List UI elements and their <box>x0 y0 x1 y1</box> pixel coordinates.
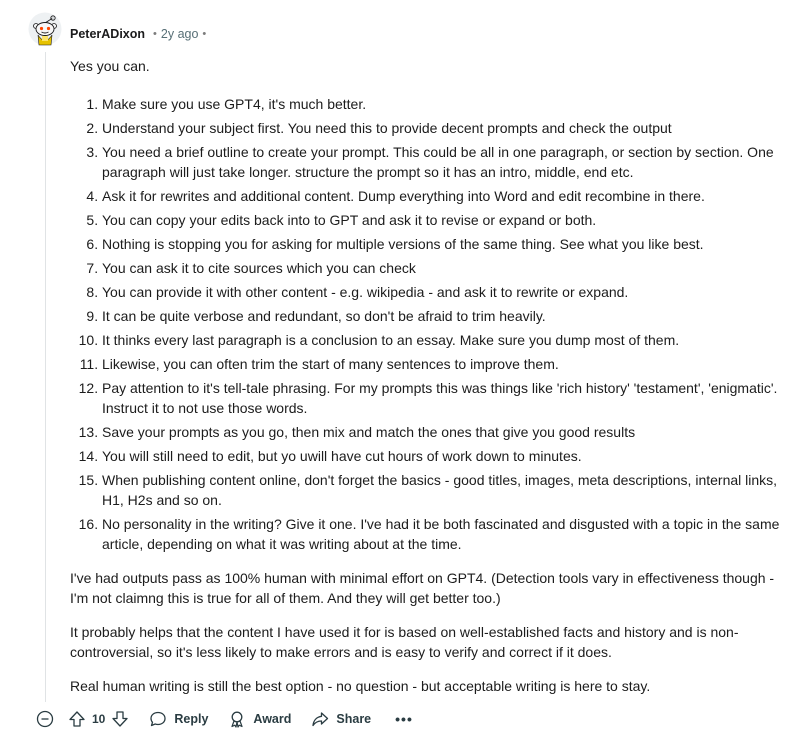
comment-actions <box>36 706 413 732</box>
arrow-up-icon <box>68 710 86 728</box>
list-item: 7. You can ask it to cite sources which you can check <box>102 258 782 278</box>
list-item: 10. It thinks every last paragraph is a conclusion to an essay. Make sure you dump most of them. <box>102 330 782 350</box>
list-item: 14. You will still need to edit, but yo uwill have cut hours of work down to minutes. <box>102 446 782 466</box>
comment-meta <box>70 26 210 42</box>
share-label: Share <box>336 712 372 726</box>
award-label: Award <box>253 712 292 726</box>
comment-paragraph: Real human writing is still the best option - no question - but acceptable writing is here to stay. <box>70 678 651 694</box>
comment-paragraph: It probably helps that the content I have used it for is based on well-established facts and history and is non-controversial, so it's less likely to make errors and is easy to verify and correct if it does. <box>70 624 739 660</box>
comment-paragraph: I've had outputs pass as 100% human with minimal effort on GPT4. (Detection tools vary in effectiveness though - I'm not claimng this is true for all of them. And they will get better too.) <box>70 570 775 606</box>
more-options-button[interactable] <box>395 711 413 727</box>
award-ribbon-icon <box>228 710 246 728</box>
comment-timestamp[interactable]: 2y ago <box>160 27 199 41</box>
list-item: 4. Ask it for rewrites and additional content. Dump everything into Word and edit recombine in there. <box>102 186 782 206</box>
share-arrow-icon <box>311 710 329 728</box>
tips-list <box>70 94 782 554</box>
thread-line[interactable] <box>45 52 46 702</box>
collapse-button[interactable] <box>36 710 54 728</box>
separator-dot: • <box>202 28 207 40</box>
ellipsis-icon: ••• <box>395 711 413 727</box>
separator-dot: • <box>153 28 157 40</box>
list-item: 6. Nothing is stopping you for asking for multiple versions of the same thing. See what you like best. <box>102 234 782 254</box>
list-item: 9. It can be quite verbose and redundant, so don't be afraid to trim heavily. <box>102 306 782 326</box>
award-button[interactable] <box>228 710 291 728</box>
list-item: 15. When publishing content online, don't forget the basics - good titles, images, meta descriptions, internal links, H1, H2s and so on. <box>102 470 782 510</box>
comment-body <box>70 56 782 710</box>
list-item: 16. No personality in the writing? Give it one. I've had it be both fascinated and disgusted with a topic in the same article, depending on what it was writing about at the time. <box>102 514 782 554</box>
list-item: 8. You can provide it with other content - e.g. wikipedia - and ask it to rewrite or expand. <box>102 282 782 302</box>
snoo-avatar-icon <box>28 12 62 46</box>
comment-intro: Yes you can. <box>70 58 150 74</box>
arrow-down-icon <box>111 710 129 728</box>
list-item: 3. You need a brief outline to create your prompt. This could be all in one paragraph, or section by section. One paragraph will just take longer. structure the prompt so it has an intro, middle, end etc. <box>102 142 782 182</box>
list-item: 12. Pay attention to it's tell-tale phrasing. For my prompts this was things like 'rich history' 'testament', 'enigmatic'. Instruct it to not use those words. <box>102 378 782 418</box>
author-name[interactable]: PeterADixon <box>70 27 146 41</box>
list-item: 13. Save your prompts as you go, then mix and match the ones that give you good results <box>102 422 782 442</box>
vote-count: 10 <box>92 712 106 726</box>
reply-button[interactable] <box>149 710 208 728</box>
list-item: 2. Understand your subject first. You need this to provide decent prompts and check the output <box>102 118 782 138</box>
reply-label: Reply <box>174 712 209 726</box>
minus-circle-icon <box>36 710 54 728</box>
list-item: 11. Likewise, you can often trim the start of many sentences to improve them. <box>102 354 782 374</box>
avatar[interactable] <box>28 12 62 46</box>
upvote-button[interactable] <box>68 710 86 728</box>
speech-bubble-icon <box>149 710 167 728</box>
list-item: 1. Make sure you use GPT4, it's much better. <box>102 94 782 114</box>
downvote-button[interactable] <box>111 710 129 728</box>
list-item: 5. You can copy your edits back into to GPT and ask it to revise or expand or both. <box>102 210 782 230</box>
share-button[interactable] <box>311 710 371 728</box>
